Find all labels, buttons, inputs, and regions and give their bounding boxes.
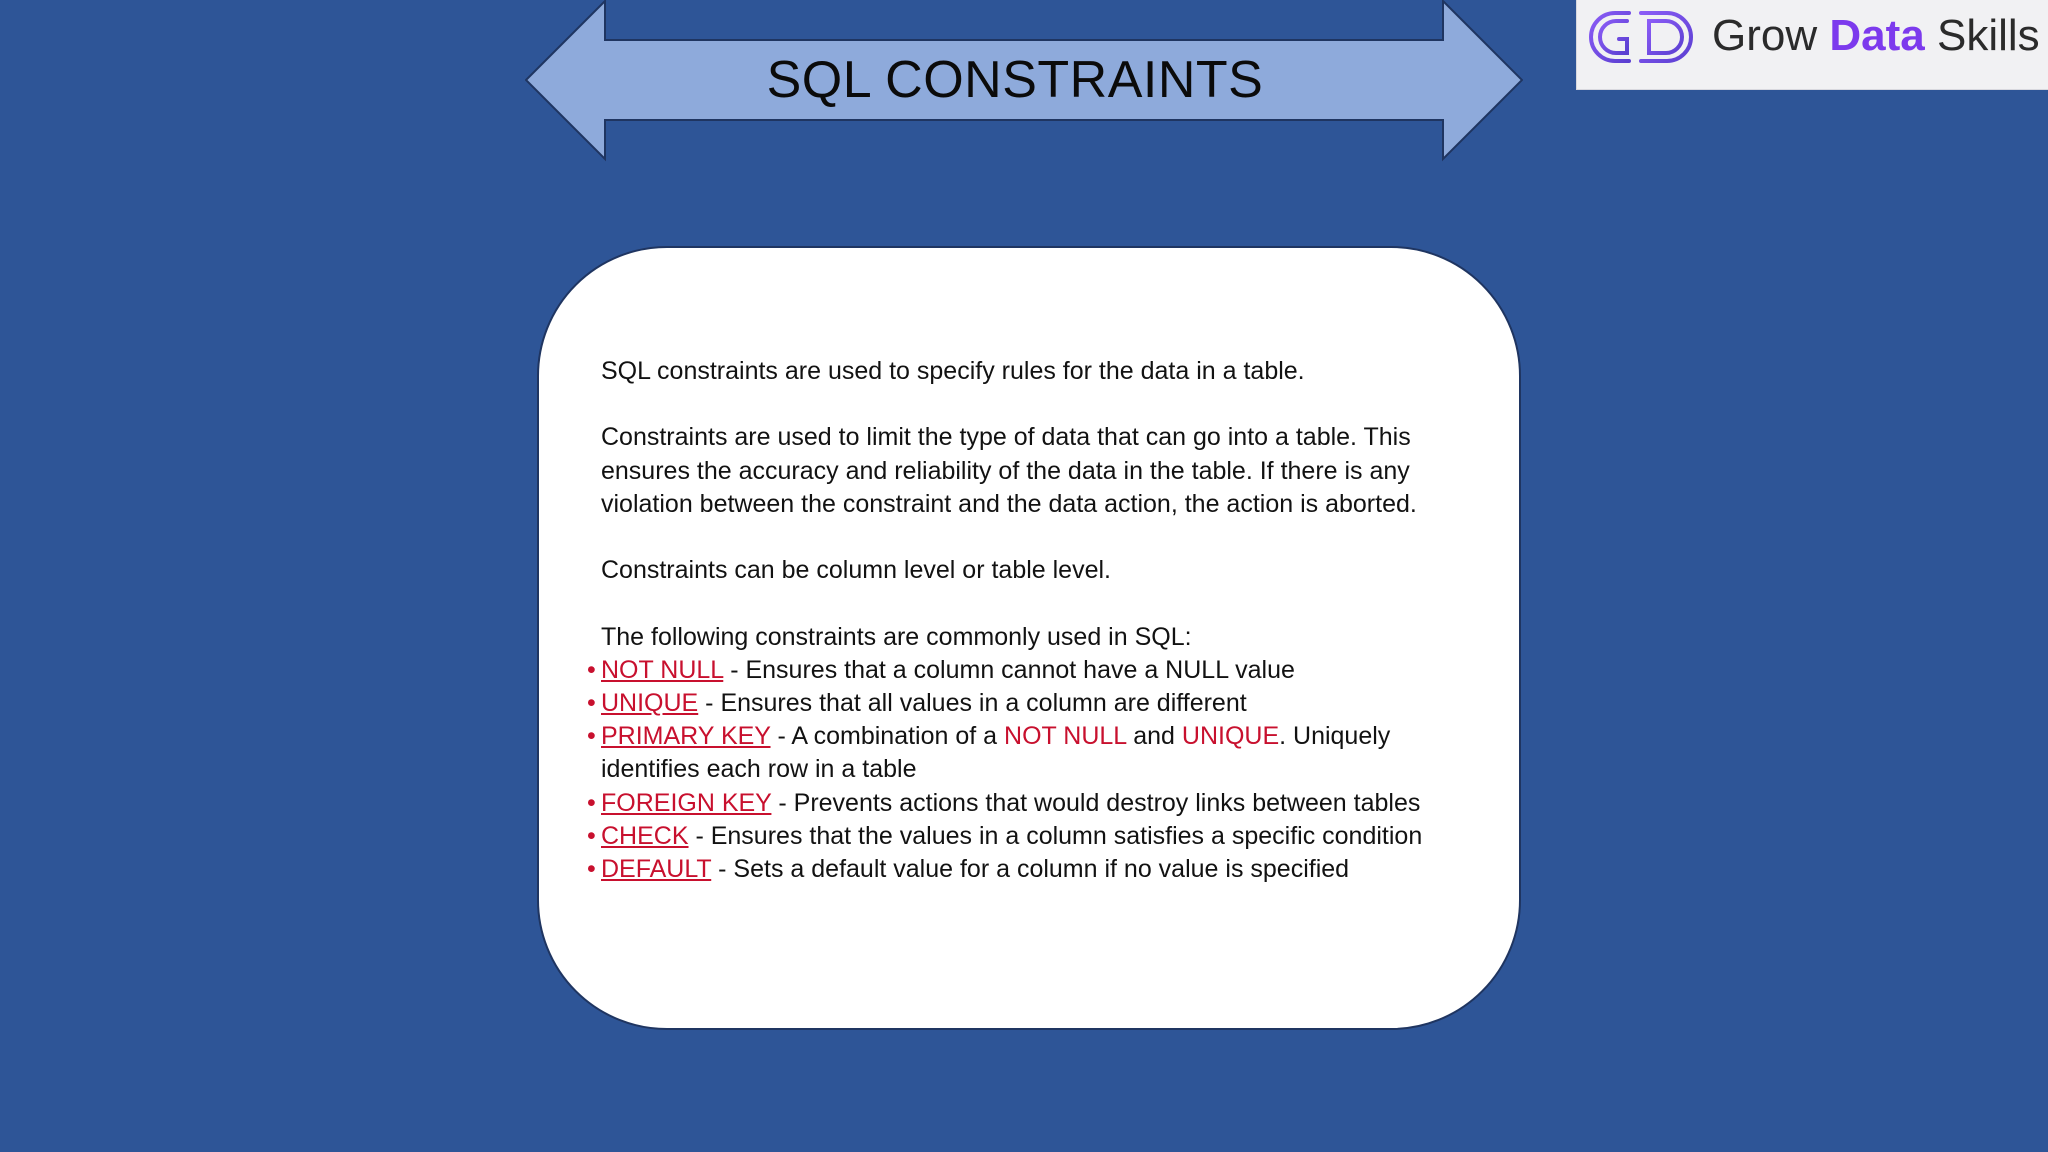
brand-logo: [1576, 0, 2048, 90]
constraint-description: - Ensures that all values in a column are different: [698, 688, 1247, 717]
list-intro: The following constraints are commonly used in SQL:: [601, 622, 1192, 651]
list-item: [601, 654, 1481, 687]
constraint-not-null-link[interactable]: NOT NULL: [601, 655, 724, 684]
purpose-paragraph: [601, 421, 1481, 521]
constraint-description: . Uniquely: [1279, 722, 1391, 751]
brand-name-skills: Skills: [1936, 11, 2040, 60]
list-item: [601, 853, 1481, 886]
purpose-line-2: ensures the accuracy and reliability of the data in the table. If there is any: [601, 456, 1410, 485]
slide-title: SQL CONSTRAINTS: [766, 51, 1264, 109]
brand-name-grow: Grow: [1712, 11, 1818, 60]
gds-monogram-icon: [1587, 7, 1699, 67]
content-text: [601, 355, 1481, 886]
constraint-description: - Ensures that a column cannot have a NULL value: [723, 655, 1295, 684]
constraint-foreign-key-link[interactable]: FOREIGN KEY: [601, 788, 772, 817]
constraint-description: - Sets a default value for a column if no value is specified: [711, 855, 1350, 883]
constraint-description: - A combination of a: [770, 722, 1005, 751]
constraint-description: - Ensures that the values in a column satisfies a specific condition: [688, 821, 1423, 850]
level-paragraph: Constraints can be column level or table level.: [601, 556, 1111, 585]
constraint-primary-key-link[interactable]: PRIMARY KEY: [601, 722, 771, 751]
brand-name-data: Data: [1829, 11, 1925, 60]
constraint-description: - Prevents actions that would destroy links between tables: [771, 788, 1421, 817]
ref-not-null: NOT NULL: [1004, 722, 1127, 751]
list-item: [601, 687, 1481, 720]
constraint-description: and: [1126, 722, 1182, 751]
constraint-default-link[interactable]: DEFAULT: [601, 855, 712, 883]
constraint-unique-link[interactable]: UNIQUE: [601, 688, 699, 717]
list-item: [601, 820, 1481, 853]
constraint-check-link[interactable]: CHECK: [601, 821, 689, 850]
list-item: [601, 720, 1481, 786]
constraint-description: identifies each row in a table: [601, 755, 917, 784]
ref-unique: UNIQUE: [1181, 722, 1280, 751]
intro-paragraph: SQL constraints are used to specify rules for the data in a table.: [601, 357, 1305, 385]
constraints-list: [601, 654, 1481, 886]
list-item: [601, 787, 1481, 820]
purpose-line-1: Constraints are used to limit the type of data that can go into a table. This: [601, 423, 1411, 452]
brand-name: [1712, 6, 2040, 66]
purpose-line-3: violation between the constraint and the data action, the action is aborted.: [601, 489, 1417, 518]
